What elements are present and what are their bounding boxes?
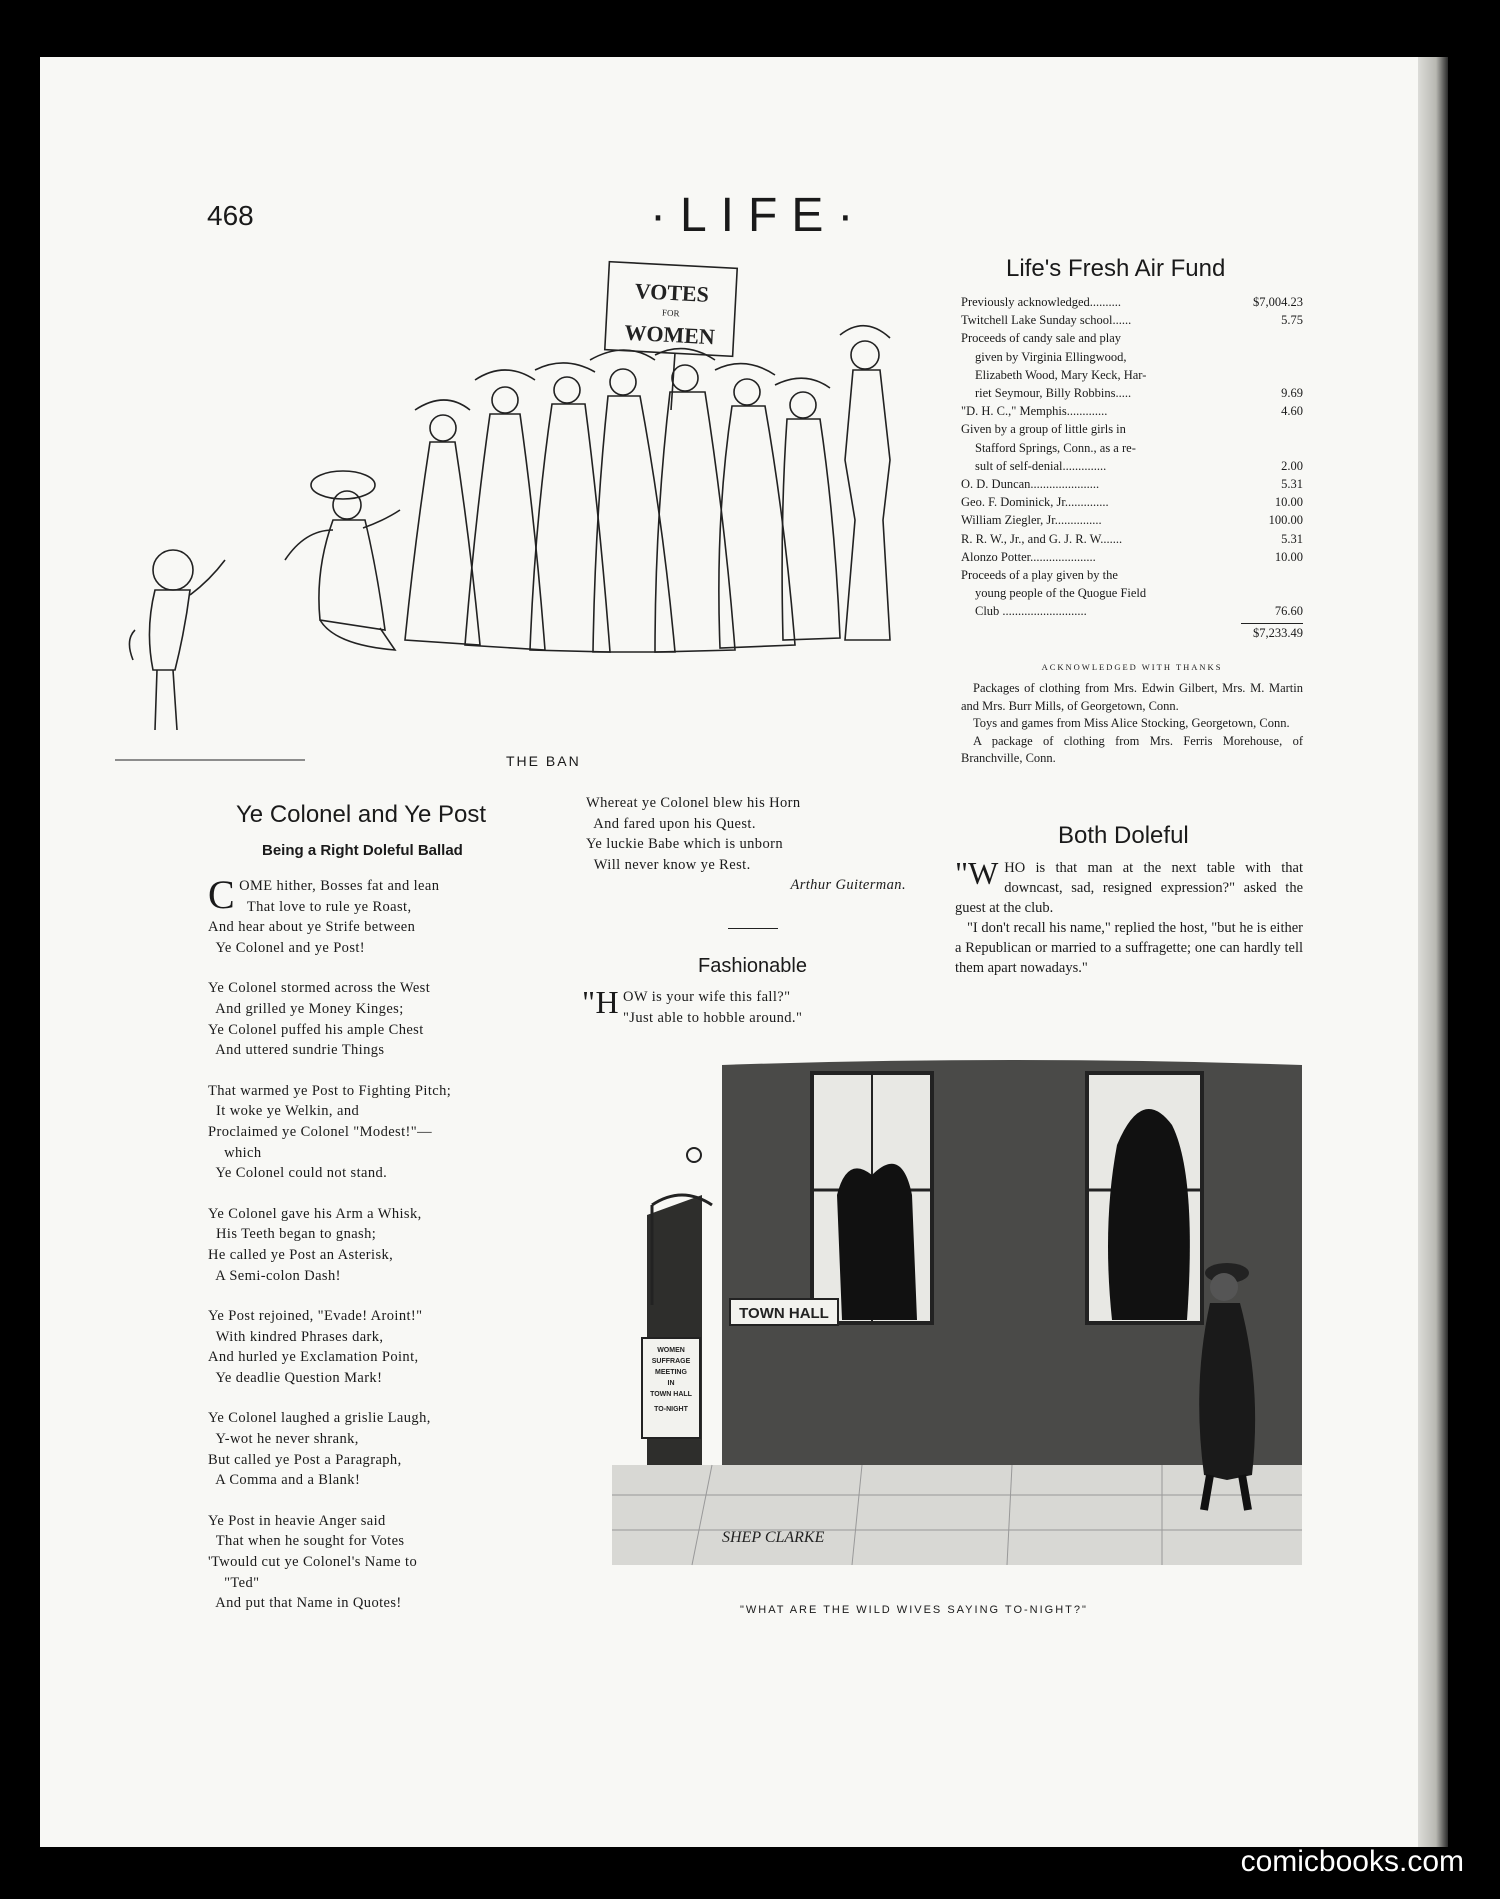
fund-row-text: "D. H. C.," Memphis............. bbox=[961, 404, 1108, 419]
fund-row-text: Proceeds of a play given by the bbox=[961, 568, 1118, 583]
fund-row-amount bbox=[1241, 420, 1303, 438]
stanza-6 bbox=[208, 1408, 558, 1490]
sidewalk bbox=[612, 1465, 1302, 1565]
poem-line: That when he sought for Votes bbox=[208, 1533, 405, 1550]
fashionable-drop-cap: "H bbox=[582, 984, 619, 1020]
ballad-continuation bbox=[586, 793, 916, 896]
fund-row bbox=[961, 293, 1303, 311]
stanza-1 bbox=[208, 872, 558, 958]
fund-row bbox=[961, 439, 1303, 457]
fund-row-text: Alonzo Potter..................... bbox=[961, 549, 1096, 564]
artist-signature: SHEP CLARKE bbox=[722, 1529, 825, 1546]
fashionable-line-1: OW is your wife this fall?" bbox=[622, 989, 791, 1005]
fund-row-text: William Ziegler, Jr............... bbox=[961, 513, 1102, 528]
ack-list bbox=[961, 680, 1303, 768]
fund-row-amount: $7,004.23 bbox=[1253, 295, 1303, 309]
poem-line: He called ye Post an Asterisk, bbox=[208, 1246, 394, 1263]
fund-row-text: Proceeds of candy sale and play bbox=[961, 331, 1122, 346]
masthead-title: ·LIFE· bbox=[650, 189, 868, 242]
silhouettes-left bbox=[837, 1164, 917, 1320]
fund-row-text: sult of self-denial.............. bbox=[975, 458, 1107, 473]
doleful-title: Both Doleful bbox=[1058, 822, 1189, 849]
fund-row bbox=[961, 402, 1303, 420]
fund-row-amount bbox=[1241, 439, 1303, 457]
fund-row-text: R. R. W., Jr., and G. J. R. W....... bbox=[961, 531, 1123, 546]
sign-text-votes: VOTES bbox=[634, 278, 710, 307]
fund-row bbox=[961, 366, 1303, 384]
poem-line: Ye Colonel could not stand. bbox=[208, 1165, 388, 1182]
fund-row-amount: 10.00 bbox=[1274, 549, 1303, 564]
fund-row-amount: 9.69 bbox=[1281, 386, 1303, 401]
fund-row-amount bbox=[1241, 366, 1303, 384]
poem-line: Ye Post in heavie Anger said bbox=[208, 1512, 386, 1529]
poster-line: IN bbox=[667, 1380, 675, 1387]
poem-line: But called ye Post a Paragraph, bbox=[208, 1451, 402, 1468]
page-number: 468 bbox=[207, 200, 254, 231]
poster-line: SUFFRAGE bbox=[651, 1358, 691, 1365]
poem-line: OME hither, Bosses fat and lean bbox=[239, 878, 440, 894]
fund-row bbox=[961, 384, 1303, 402]
fashionable-title: Fashionable bbox=[698, 955, 807, 977]
poem-line: which bbox=[208, 1144, 262, 1161]
fund-row bbox=[961, 493, 1303, 511]
fund-row bbox=[961, 530, 1303, 548]
fund-row-amount: 2.00 bbox=[1281, 458, 1303, 473]
fund-row-text: Club ........................... bbox=[975, 604, 1087, 619]
ballad-title: Ye Colonel and Ye Post bbox=[236, 801, 486, 828]
stanza-2 bbox=[208, 978, 558, 1060]
poem-line: Ye Colonel gave his Arm a Whisk, bbox=[208, 1205, 422, 1222]
poster-line: WOMEN bbox=[657, 1347, 685, 1354]
fund-row-amount bbox=[1241, 584, 1303, 602]
poem-line: And uttered sundrie Things bbox=[208, 1042, 385, 1059]
fund-row-text: riet Seymour, Billy Robbins..... bbox=[975, 386, 1132, 401]
child-figure bbox=[129, 550, 225, 730]
fund-total: $7,233.49 bbox=[1241, 623, 1303, 642]
stanza-7 bbox=[208, 1511, 558, 1614]
fund-row bbox=[961, 457, 1303, 475]
poem-line: And hear about ye Strife between bbox=[208, 919, 416, 936]
poem-line: It woke ye Welkin, and bbox=[208, 1103, 360, 1120]
doleful-para-2: "I don't recall his name," replied the host, "but he is either a Republican or married to a suffragette; one can hardly tell them apart nowadays." bbox=[955, 920, 1303, 976]
poem-line: Ye Post rejoined, "Evade! Aroint!" bbox=[208, 1308, 423, 1325]
fund-row bbox=[961, 548, 1303, 566]
ack-item: Toys and games from Miss Alice Stocking, Georgetown, Conn. bbox=[973, 716, 1290, 730]
poem-line: A Comma and a Blank! bbox=[208, 1472, 361, 1489]
poem-line: That warmed ye Post to Fighting Pitch; bbox=[208, 1082, 452, 1099]
doleful-para-1: "W HO is that man at the next table with that downcast, sad, resigned expression?" asked the guest at the club. bbox=[955, 855, 1303, 916]
fund-row-text: Elizabeth Wood, Mary Keck, Har- bbox=[975, 367, 1147, 382]
section-divider bbox=[728, 928, 778, 929]
doleful-drop-cap: "W bbox=[955, 855, 999, 891]
fund-row bbox=[961, 475, 1303, 493]
fund-row-amount: 76.60 bbox=[1274, 604, 1303, 619]
poem-line: Ye deadlie Question Mark! bbox=[208, 1369, 383, 1386]
fund-row bbox=[961, 420, 1303, 438]
poster-line: MEETING bbox=[655, 1369, 687, 1376]
fund-row-text: Twitchell Lake Sunday school...... bbox=[961, 313, 1132, 328]
poem-line: And put that Name in Quotes! bbox=[208, 1595, 402, 1612]
poem-line: His Teeth began to gnash; bbox=[208, 1226, 377, 1243]
town-hall-caption: "WHAT ARE THE WILD WIVES SAYING TO-NIGHT?" bbox=[740, 1604, 1088, 1616]
fund-row-amount: 10.00 bbox=[1274, 495, 1303, 510]
the-ban-illustration bbox=[115, 260, 955, 780]
poem-line: Proclaimed ye Colonel "Modest!"— bbox=[208, 1123, 432, 1140]
the-ban-caption: THE BAN bbox=[506, 753, 581, 769]
ack-item: Packages of clothing from Mrs. Edwin Gilbert, Mrs. M. Martin and Mrs. Burr Mills, of Georgetown, Conn. bbox=[961, 681, 1303, 713]
poem-line: 'Twould cut ye Colonel's Name to bbox=[208, 1554, 418, 1571]
sign-text-women: WOMEN bbox=[623, 319, 716, 350]
doleful-body bbox=[955, 855, 1303, 978]
poem-line: And grilled ye Money Kinges; bbox=[208, 1000, 404, 1017]
ack-heading: ACKNOWLEDGED WITH THANKS bbox=[1041, 662, 1223, 672]
poem-line: Ye luckie Babe which is unborn bbox=[586, 836, 783, 853]
fund-row-text: Geo. F. Dominick, Jr.............. bbox=[961, 495, 1109, 510]
ballad-drop-cap: C bbox=[208, 872, 236, 917]
poem-line: Ye Colonel and ye Post! bbox=[208, 939, 366, 956]
fund-row-amount: 5.75 bbox=[1281, 313, 1303, 328]
stanza-3 bbox=[208, 1081, 558, 1184]
fund-list bbox=[961, 293, 1303, 642]
ballad-author: Arthur Guiterman. bbox=[790, 877, 906, 894]
ack-item: A package of clothing from Mrs. Ferris Morehouse, of Branchville, Conn. bbox=[961, 733, 1303, 765]
sign-text-for: FOR bbox=[661, 307, 680, 319]
ballad-subtitle: Being a Right Doleful Ballad bbox=[262, 842, 463, 859]
fund-row-amount bbox=[1241, 329, 1303, 347]
fund-row-amount bbox=[1241, 566, 1303, 584]
standing-woman-figure bbox=[840, 326, 890, 640]
fund-row-text: O. D. Duncan...................... bbox=[961, 477, 1100, 492]
fund-row bbox=[961, 584, 1303, 602]
fund-row bbox=[961, 566, 1303, 584]
crowd-of-women bbox=[405, 349, 840, 652]
poem-line: Whereat ye Colonel blew his Horn bbox=[586, 795, 801, 811]
fund-row-amount bbox=[1241, 348, 1303, 366]
stanza-4 bbox=[208, 1204, 558, 1286]
poem-line: Y-wot he never shrank, bbox=[208, 1431, 359, 1448]
poster-line: TO-NIGHT bbox=[654, 1406, 688, 1413]
poem-line: Ye Colonel stormed across the West bbox=[208, 980, 431, 997]
poem-line: "Ted" bbox=[208, 1574, 260, 1591]
fund-row-amount: 5.31 bbox=[1281, 477, 1303, 492]
poem-line: Ye Colonel laughed a grislie Laugh, bbox=[208, 1410, 431, 1427]
town-hall-sign-text: TOWN HALL bbox=[739, 1305, 829, 1322]
kneeling-woman-figure bbox=[285, 471, 400, 650]
poem-line: Ye Colonel puffed his ample Chest bbox=[208, 1021, 424, 1038]
fund-row-text: Given by a group of little girls in bbox=[961, 422, 1126, 437]
fund-row-text: given by Virginia Ellingwood, bbox=[975, 349, 1127, 364]
fund-row-amount: 5.31 bbox=[1281, 531, 1303, 546]
fund-row-amount: 100.00 bbox=[1268, 513, 1303, 528]
page-spine-edge bbox=[1418, 57, 1448, 1847]
fund-row-amount: 4.60 bbox=[1281, 404, 1303, 419]
poem-line: With kindred Phrases dark, bbox=[208, 1328, 384, 1345]
town-hall-illustration bbox=[612, 1055, 1302, 1615]
poem-line: A Semi-colon Dash! bbox=[208, 1267, 341, 1284]
fund-row bbox=[961, 311, 1303, 329]
poem-line: And fared upon his Quest. bbox=[586, 815, 756, 832]
watermark: comicbooks.com bbox=[1240, 1845, 1464, 1878]
stanza-5 bbox=[208, 1306, 558, 1388]
fashionable-line-2: "Just able to hobble around." bbox=[622, 1009, 803, 1026]
fund-row bbox=[961, 602, 1303, 620]
poster-line: TOWN HALL bbox=[650, 1391, 692, 1398]
ballad-body bbox=[208, 872, 558, 1634]
poem-line: Will never know ye Rest. bbox=[586, 856, 751, 873]
poem-line: And hurled ye Exclamation Point, bbox=[208, 1349, 419, 1366]
fund-row bbox=[961, 329, 1303, 347]
silhouettes-right bbox=[1108, 1109, 1190, 1320]
fund-row-text: Previously acknowledged.......... bbox=[961, 295, 1122, 309]
fund-row-text: Stafford Springs, Conn., as a re- bbox=[975, 440, 1136, 455]
fashionable-body bbox=[582, 984, 922, 1028]
fund-title: Life's Fresh Air Fund bbox=[1006, 255, 1226, 282]
fund-row-text: young people of the Quogue Field bbox=[975, 586, 1147, 601]
fund-row bbox=[961, 348, 1303, 366]
poem-line: That love to rule ye Roast, bbox=[239, 898, 412, 915]
fund-row bbox=[961, 511, 1303, 529]
